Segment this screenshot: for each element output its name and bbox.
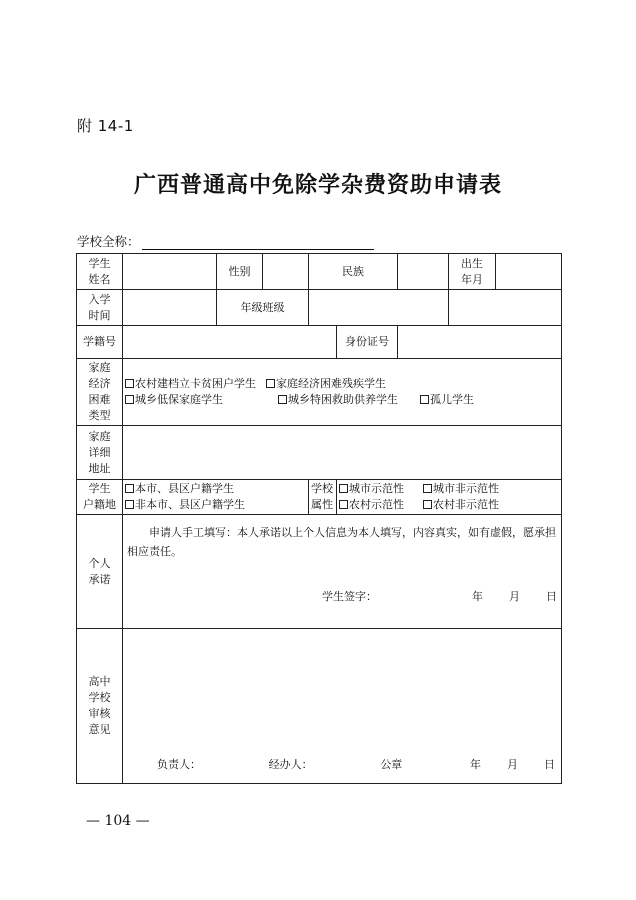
address-label — [77, 426, 123, 480]
hardship-option-1[interactable] — [125, 376, 256, 392]
handler-label: 经办人： — [268, 758, 313, 771]
responsible-label: 负责人： — [157, 758, 201, 771]
hardship-option-4[interactable] — [278, 392, 410, 408]
hardship-option-1-label: 农村建档立卡贫困户学生 — [135, 377, 256, 390]
checkbox-icon — [420, 395, 429, 404]
school-type-option-2[interactable] — [423, 481, 499, 497]
birth-label — [449, 254, 496, 290]
household-option-1[interactable] — [125, 481, 306, 497]
sign-day-label: 日 — [546, 590, 557, 603]
ethnicity-label-text: 民族 — [342, 264, 364, 278]
review-day-label: 日 — [543, 758, 555, 771]
household-options — [123, 480, 309, 515]
enroll-label-text: 入学 时间 — [88, 292, 111, 322]
id-field[interactable] — [398, 326, 562, 359]
ethnicity-field[interactable] — [398, 254, 449, 290]
hardship-option-2-label: 家庭经济困难残疾学生 — [276, 377, 386, 390]
row-basic-info — [77, 254, 562, 290]
student-no-label — [77, 326, 123, 359]
school-type-option-1-label: 城市示范性 — [349, 482, 404, 495]
checkbox-icon — [339, 484, 348, 493]
hardship-label-text: 家庭 经济 困难 类型 — [88, 361, 111, 422]
checkbox-icon — [423, 500, 432, 509]
checkbox-icon — [339, 500, 348, 509]
checkbox-icon — [125, 395, 134, 404]
gender-field[interactable] — [263, 254, 309, 290]
sign-month-label: 月 — [509, 590, 520, 603]
enroll-field[interactable] — [123, 290, 217, 326]
birth-field[interactable] — [496, 254, 562, 290]
student-sign-label: 学生签字： — [322, 590, 377, 603]
hardship-options — [123, 359, 562, 426]
household-label — [77, 480, 123, 515]
hardship-option-4-label: 城乡特困救助供养学生 — [288, 393, 398, 406]
student-signature-line — [127, 589, 557, 619]
student-name-field[interactable] — [123, 254, 217, 290]
review-label — [77, 629, 123, 784]
grade-class-label — [217, 290, 309, 326]
review-cell[interactable] — [123, 629, 562, 784]
school-type-option-2-label: 城市非示范性 — [433, 482, 499, 495]
household-option-2-label: 非本市、县区户籍学生 — [135, 498, 245, 511]
row-pledge — [77, 515, 562, 629]
hardship-option-3-label: 城乡低保家庭学生 — [135, 393, 223, 406]
application-form-table — [76, 253, 562, 784]
checkbox-icon — [423, 484, 432, 493]
household-label-text: 学生 户籍地 — [83, 482, 116, 511]
grade-class-field[interactable] — [309, 290, 449, 326]
annex-label: 附 14-1 — [77, 117, 134, 135]
review-date — [470, 757, 555, 773]
row-student-no — [77, 326, 562, 359]
school-name-label: 学校全称： — [77, 234, 140, 249]
grade-class-label-text: 年级班级 — [240, 300, 285, 314]
household-option-1-label: 本市、县区户籍学生 — [135, 482, 234, 495]
enroll-label — [77, 290, 123, 326]
school-name-row — [77, 232, 374, 250]
checkbox-icon — [266, 379, 275, 388]
school-name-field[interactable] — [142, 235, 374, 250]
pledge-cell — [123, 515, 562, 629]
form-title: 广西普通高中免除学杂费资助申请表 — [133, 172, 502, 198]
row-hardship-type — [77, 359, 562, 426]
checkbox-icon — [125, 500, 134, 509]
school-type-options — [337, 480, 562, 515]
id-label — [337, 326, 398, 359]
hardship-option-3[interactable] — [125, 392, 268, 408]
row-address — [77, 426, 562, 480]
address-label-text: 家庭 详细 地址 — [88, 429, 111, 475]
row-review — [77, 629, 562, 784]
school-type-option-4-label: 农村非示范性 — [433, 498, 499, 511]
checkbox-icon — [125, 379, 134, 388]
ethnicity-label — [309, 254, 398, 290]
seal-label: 公章 — [380, 758, 403, 771]
review-month-label: 月 — [506, 758, 518, 771]
household-option-2[interactable] — [125, 497, 306, 513]
school-type-option-1[interactable] — [339, 481, 423, 497]
pledge-label — [77, 515, 123, 629]
student-no-field[interactable] — [123, 326, 337, 359]
hardship-label — [77, 359, 123, 426]
row-household — [77, 480, 562, 515]
grade-class-extra-field[interactable] — [449, 290, 562, 326]
school-type-label-text: 学校 属性 — [311, 482, 333, 511]
review-year-label: 年 — [469, 758, 481, 771]
pledge-text: 申请人手工填写：本人承诺以上个人信息为本人填写，内容真实，如有虚假，愿承担相应责任。 — [127, 526, 556, 558]
pledge-label-text: 个人 承诺 — [88, 556, 111, 586]
school-type-option-3[interactable] — [339, 497, 423, 513]
sign-year-label: 年 — [472, 590, 483, 603]
hardship-option-5[interactable] — [420, 392, 474, 408]
student-name-label — [77, 254, 123, 290]
checkbox-icon — [125, 484, 134, 493]
id-label-text: 身份证号 — [345, 335, 389, 348]
gender-label-text: 性别 — [228, 264, 251, 278]
review-label-text: 高中 学校 审核 意见 — [88, 675, 111, 736]
checkbox-icon — [278, 395, 287, 404]
review-signature-line — [125, 757, 559, 773]
school-type-option-3-label: 农村示范性 — [349, 498, 404, 511]
school-type-label — [309, 480, 337, 515]
hardship-option-5-label: 孤儿学生 — [430, 393, 474, 406]
address-field[interactable] — [123, 426, 562, 480]
student-name-label-text: 学生 姓名 — [88, 256, 111, 286]
hardship-option-2[interactable] — [266, 376, 386, 392]
birth-label-text: 出生 年月 — [461, 256, 483, 286]
school-type-option-4[interactable] — [423, 497, 499, 513]
row-enrollment — [77, 290, 562, 326]
page-number: — 104 — — [86, 813, 150, 829]
gender-label — [217, 254, 263, 290]
student-no-label-text: 学籍号 — [83, 335, 116, 348]
